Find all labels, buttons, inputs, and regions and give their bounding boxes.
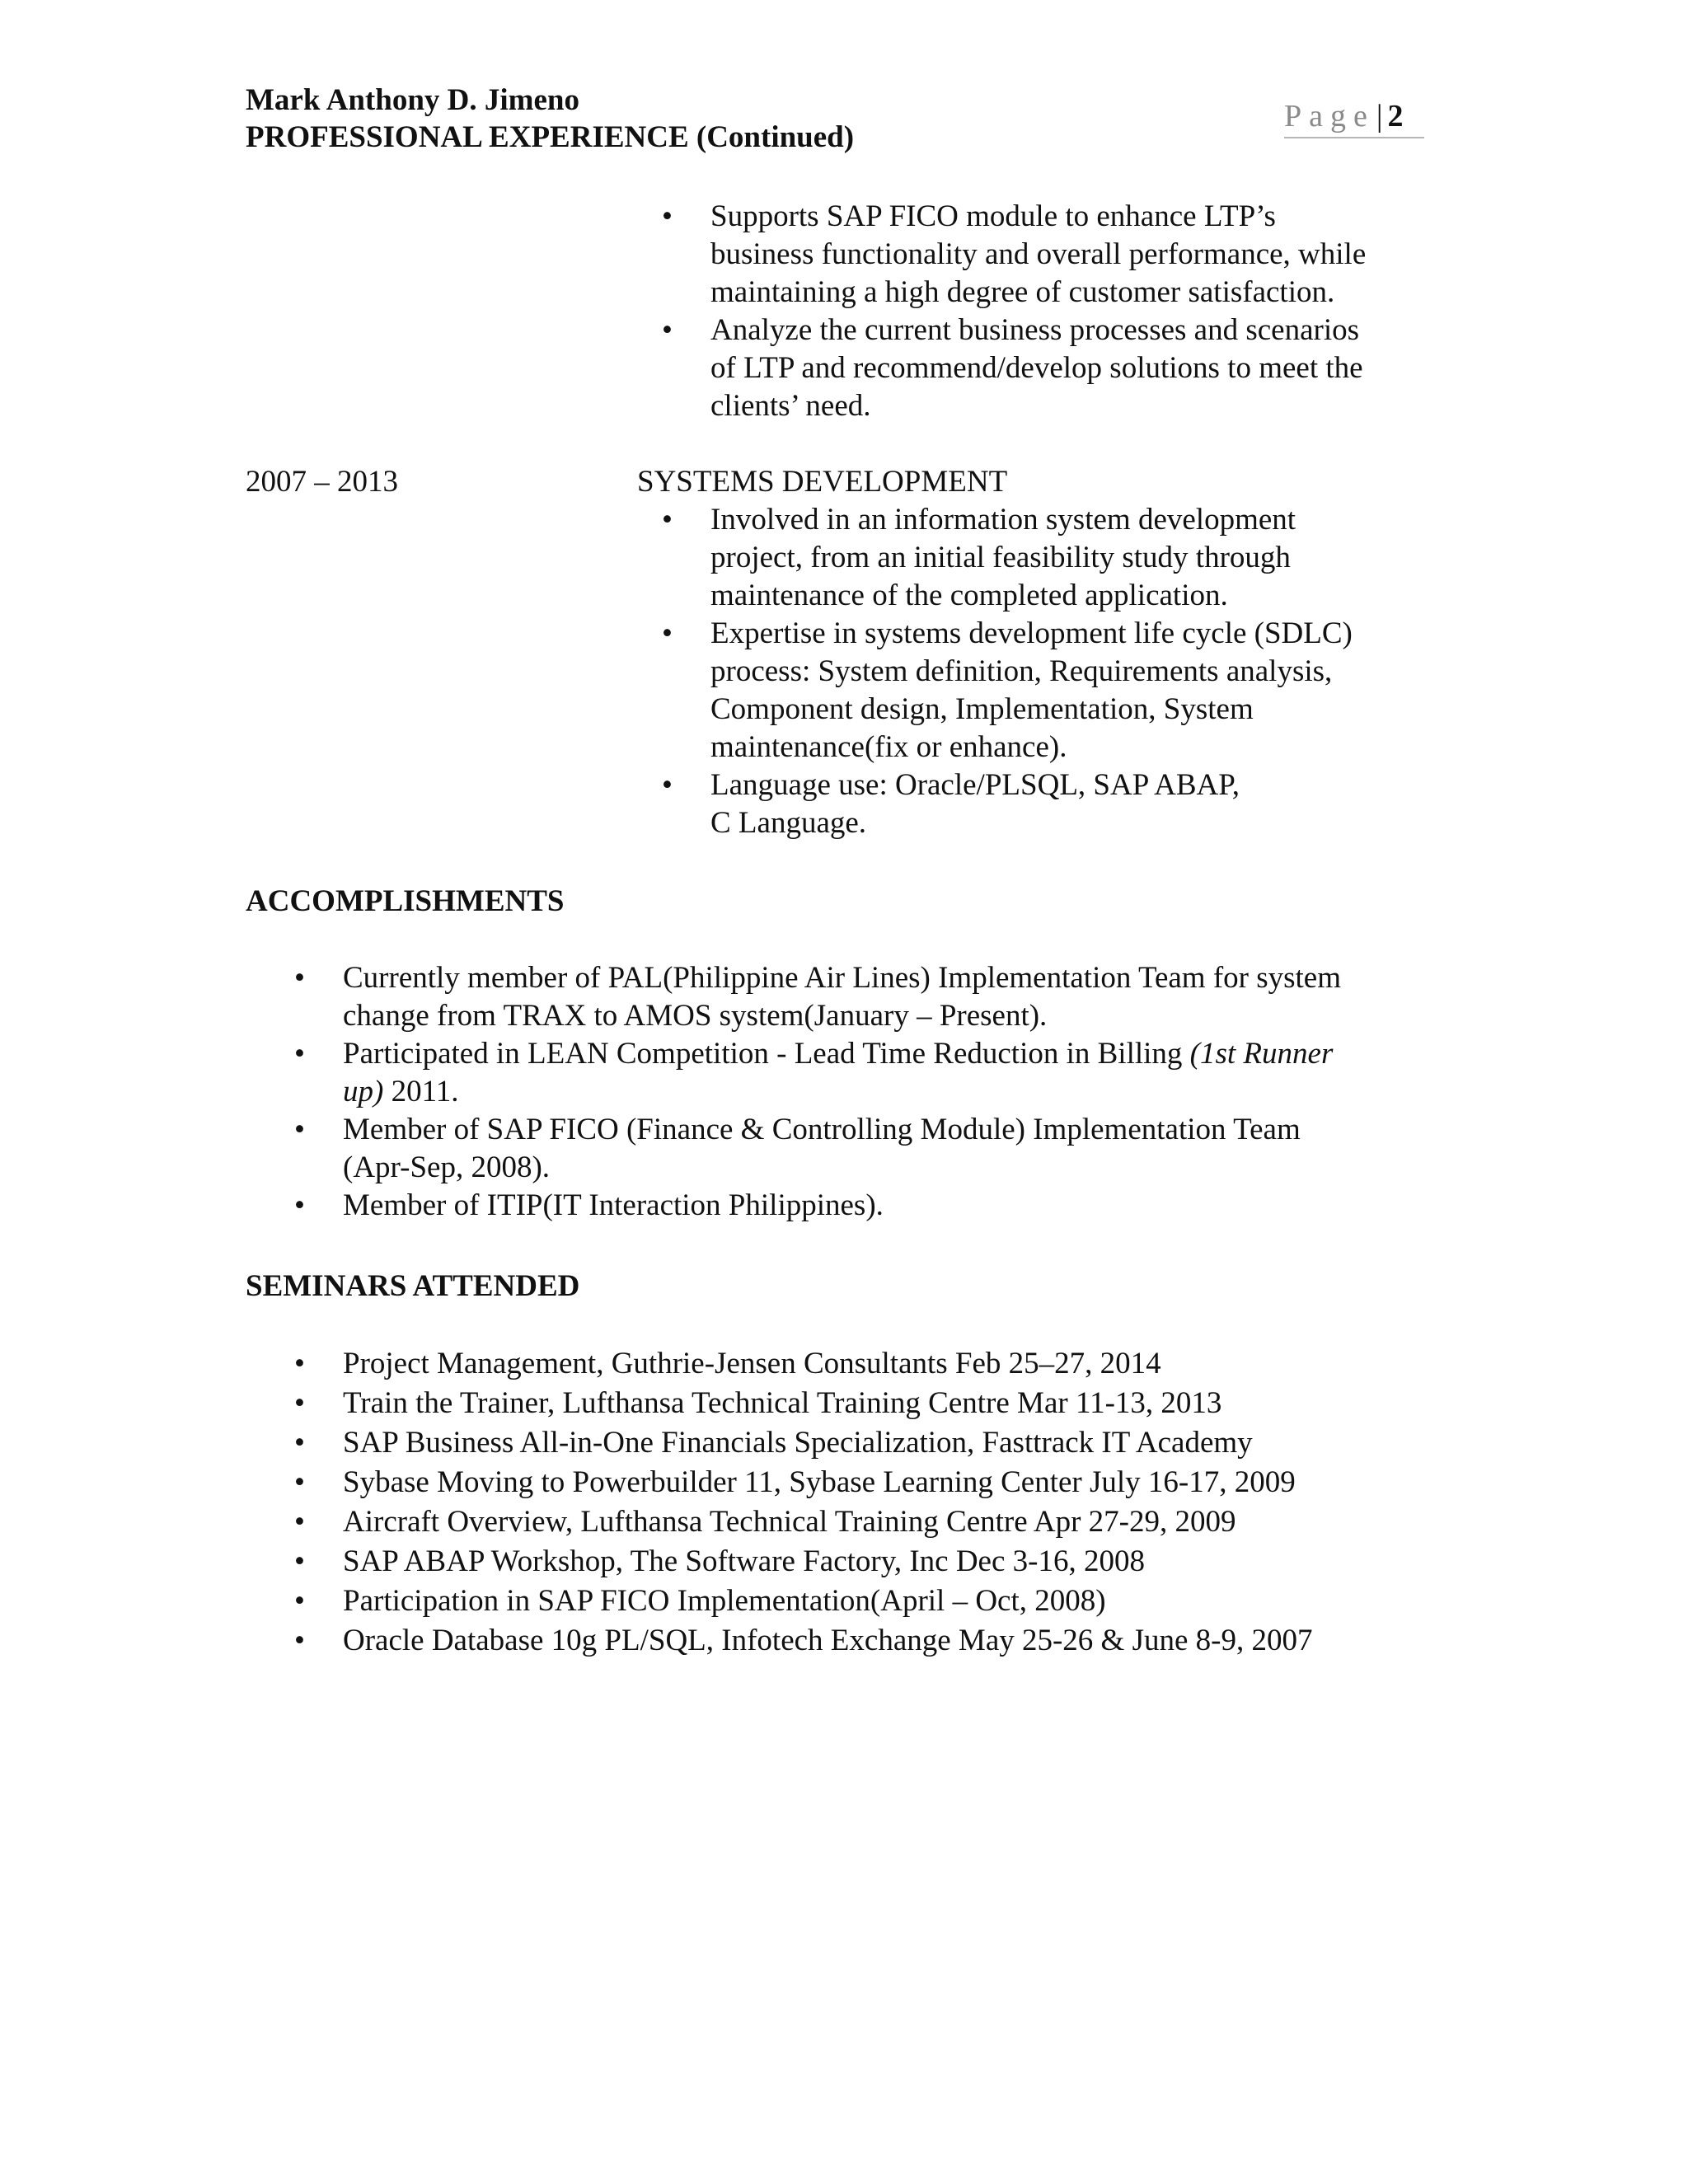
list-item-line: of LTP and recommend/develop solutions to meet the	[710, 351, 1363, 385]
bullet-icon: •	[294, 1584, 305, 1618]
list-item-line: maintaining a high degree of customer satisfaction.	[710, 275, 1335, 309]
list-item	[662, 198, 1419, 312]
bullet-icon: •	[294, 1505, 305, 1539]
candidate-name: Mark Anthony D. Jimeno	[246, 83, 579, 117]
seminar-text: Train the Trainer, Lufthansa Technical Training Centre Mar 11-13, 2013	[343, 1386, 1222, 1420]
list-item	[662, 312, 1419, 425]
seminar-text: Aircraft Overview, Lufthansa Technical Training Centre Apr 27-29, 2009	[343, 1505, 1236, 1539]
seminar-text: Sybase Moving to Powerbuilder 11, Sybase Learning Center July 16-17, 2009	[343, 1465, 1296, 1499]
list-item-line: Involved in an information system development	[710, 503, 1296, 537]
list-item	[662, 501, 1419, 615]
list-item-line: maintenance(fix or enhance).	[710, 730, 1067, 764]
list-item	[294, 1035, 1423, 1111]
seminar-text: Participation in SAP FICO Implementation(April – Oct, 2008)	[343, 1584, 1106, 1618]
bullet-icon: •	[662, 616, 673, 650]
list-item	[294, 1463, 1423, 1502]
list-item-line: Supports SAP FICO module to enhance LTP’s	[710, 199, 1276, 233]
bullet-icon: •	[662, 199, 673, 233]
list-item	[294, 959, 1423, 1035]
list-item-line: Expertise in systems development life cycle (SDLC)	[710, 616, 1353, 650]
list-item-line: maintenance of the completed application.	[710, 579, 1228, 612]
bullet-icon: •	[662, 313, 673, 347]
list-item	[294, 1187, 1423, 1225]
role-dates: 2007 – 2013	[246, 465, 398, 499]
list-item	[294, 1344, 1423, 1384]
list-item	[294, 1384, 1423, 1423]
bullet-icon: •	[294, 1624, 305, 1657]
list-item	[294, 1582, 1423, 1621]
page-label: Page	[1284, 99, 1375, 134]
list-item	[662, 766, 1419, 842]
list-item-line: Currently member of PAL(Philippine Air Lines) Implementation Team for system	[343, 961, 1342, 995]
bullet-icon: •	[294, 1113, 305, 1146]
list-item-line: clients’ need.	[710, 389, 871, 423]
list-item-line: (Apr-Sep, 2008).	[343, 1151, 551, 1184]
bullet-icon: •	[294, 1347, 305, 1380]
bullet-icon: •	[294, 1465, 305, 1499]
role-title: SYSTEMS DEVELOPMENT	[637, 465, 1008, 499]
list-item-line: Member of SAP FICO (Finance & Controlling Module) Implementation Team	[343, 1113, 1301, 1146]
role-responsibilities-list	[662, 501, 1419, 842]
list-item	[294, 1423, 1423, 1463]
seminar-text: Oracle Database 10g PL/SQL, Infotech Exchange May 25-26 & June 8-9, 2007	[343, 1624, 1313, 1657]
bullet-icon: •	[294, 1426, 305, 1460]
list-item-line: Component design, Implementation, System	[710, 692, 1254, 726]
bullet-icon: •	[294, 1386, 305, 1420]
list-item	[294, 1502, 1423, 1542]
list-item-italic-text: up)	[343, 1075, 384, 1108]
page-number	[1284, 97, 1424, 138]
list-item	[662, 615, 1419, 766]
list-item-line	[343, 1035, 1423, 1073]
bullet-icon: •	[294, 1544, 305, 1578]
list-item-line: Language use: Oracle/PLSQL, SAP ABAP,	[710, 768, 1240, 802]
list-item-line: business functionality and overall performance, while	[710, 237, 1367, 271]
section-title-professional-experience: PROFESSIONAL EXPERIENCE (Continued)	[246, 120, 855, 154]
list-item-line	[343, 1073, 1423, 1111]
list-item-text: 2011.	[383, 1075, 459, 1108]
list-item	[294, 1111, 1423, 1187]
list-item-text: Participated in LEAN Competition - Lead Time Reduction in Billing	[343, 1037, 1190, 1071]
seminar-text: SAP ABAP Workshop, The Software Factory, Inc Dec 3-16, 2008	[343, 1544, 1145, 1578]
page-separator: |	[1376, 99, 1383, 134]
list-item-line: Member of ITIP(IT Interaction Philippines).	[343, 1188, 884, 1222]
bullet-icon: •	[662, 503, 673, 537]
list-item-line: project, from an initial feasibility study through	[710, 541, 1291, 574]
page-number-value: 2	[1387, 99, 1404, 134]
accomplishments-list	[294, 959, 1423, 1225]
list-item	[294, 1542, 1423, 1582]
seminars-list	[294, 1344, 1423, 1661]
bullet-icon: •	[294, 1037, 305, 1071]
bullet-icon: •	[294, 961, 305, 995]
section-heading-accomplishments: ACCOMPLISHMENTS	[246, 884, 565, 918]
list-item-line: change from TRAX to AMOS system(January – Present).	[343, 999, 1048, 1033]
bullet-icon: •	[294, 1188, 305, 1222]
section-heading-seminars: SEMINARS ATTENDED	[246, 1269, 580, 1303]
list-item-line: C Language.	[710, 806, 867, 840]
seminar-text: Project Management, Guthrie-Jensen Consultants Feb 25–27, 2014	[343, 1347, 1161, 1380]
list-item	[294, 1621, 1423, 1661]
list-item-italic-text: (1st Runner	[1189, 1037, 1334, 1071]
experience-continued-list	[662, 198, 1419, 425]
seminar-text: SAP Business All-in-One Financials Specialization, Fasttrack IT Academy	[343, 1426, 1253, 1460]
list-item-line: process: System definition, Requirements analysis,	[710, 654, 1333, 688]
bullet-icon: •	[662, 768, 673, 802]
list-item-line: Analyze the current business processes and scenarios	[710, 313, 1360, 347]
